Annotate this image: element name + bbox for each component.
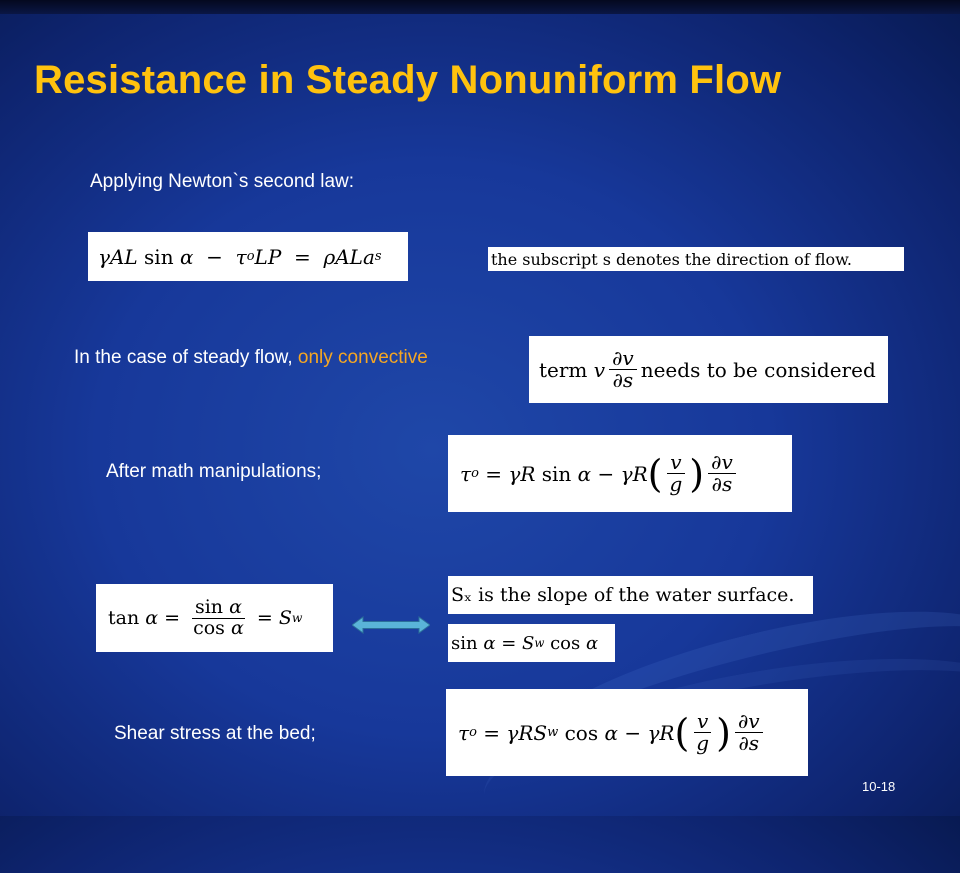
slide-title: Resistance in Steady Nonuniform Flow (34, 58, 782, 102)
slope-note (448, 576, 813, 614)
newton-equation: γAL sin α − τ o LP = ρALa s (88, 232, 408, 281)
steady-flow-prefix: In the case of steady flow, (74, 347, 298, 368)
slope-note-text: Sₓ is the slope of the water surface. (451, 584, 795, 606)
shear-equation-bed: τ o = γRS w cos α − γR ( $\frac{v}{g}$ ) $\frac{\partial v}{\partial s}$ (446, 689, 808, 776)
double-arrow-icon (352, 616, 430, 634)
sin-alpha-equation: sin α = S w cos α (448, 624, 615, 662)
tan-alpha-equation: tan α = $\frac{\text{sin α}}{\text{cos α}}$ = S w (96, 584, 333, 652)
subscript-note (488, 247, 904, 271)
top-bar (0, 0, 960, 14)
shear-stress-label: Shear stress at the bed; (114, 723, 316, 744)
convective-term-box: term v $\frac{\partial v}{\partial s}$ needs to be considered (529, 336, 888, 403)
after-math-label: After math manipulations; (106, 461, 322, 482)
term-text: term (539, 357, 588, 382)
steady-flow-highlight: only convective (297, 347, 428, 368)
subscript-note-text: the subscript s denotes the direction of flow. (491, 249, 853, 269)
needs-text: needs to be considered (640, 357, 876, 382)
page-number: 10-18 (862, 779, 896, 794)
shear-equation-general: τ o = γR sin α − γR ( $\frac{v}{g}$ ) $\frac{\partial v}{\partial s}$ (448, 435, 792, 512)
steady-flow-label (74, 347, 428, 369)
newton-label: Applying Newton`s second law: (90, 171, 355, 192)
